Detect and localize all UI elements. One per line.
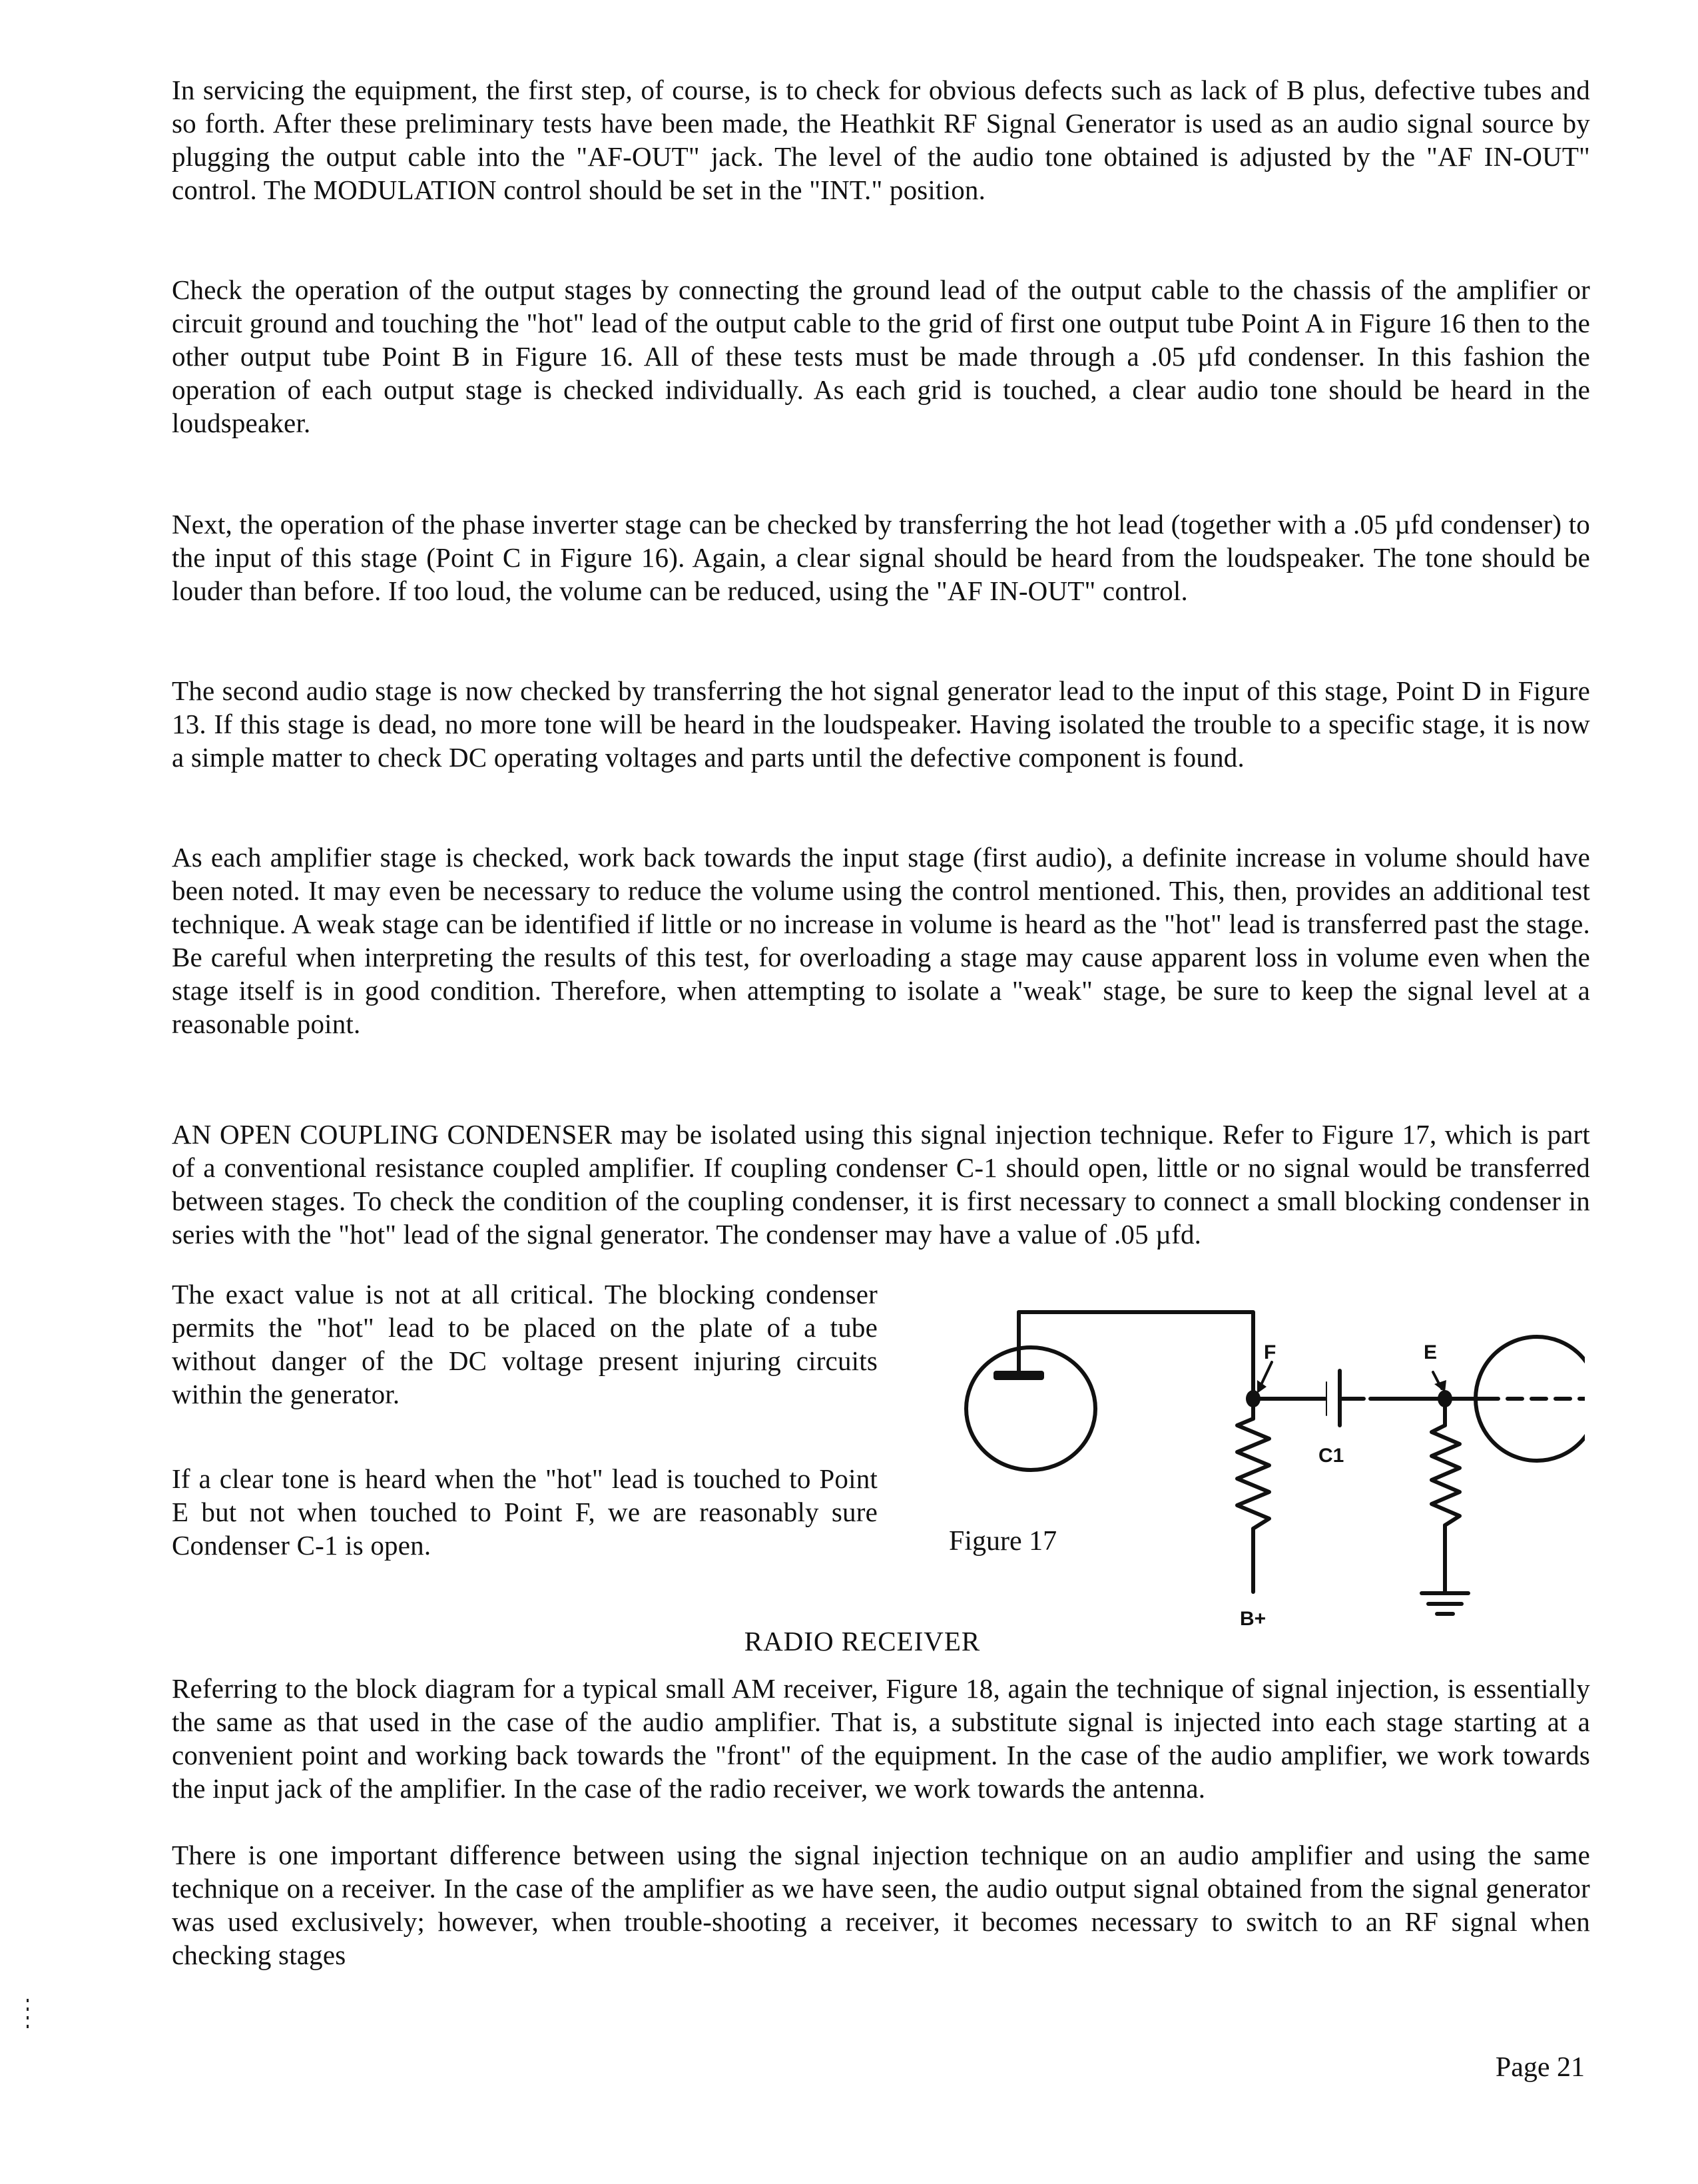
scan-margin-marks bbox=[25, 1995, 29, 2048]
paragraph-clear-tone-test: If a clear tone is heard when the "hot" lead is touched to Point E but not when touched to Point F, we are reasonably sure Condenser C-1 is open. bbox=[172, 1463, 878, 1561]
node-f-dot bbox=[1246, 1390, 1261, 1407]
plate-resistor bbox=[1237, 1419, 1269, 1529]
schematic-diagram bbox=[919, 1292, 1585, 1638]
label-point-f: F bbox=[1264, 1341, 1276, 1363]
grid-resistor bbox=[1432, 1425, 1460, 1525]
paragraph-output-stage-check: Check the operation of the output stages by connecting the ground lead of the output cable to the chassis of the amplifier or circuit ground and touching the "hot" lead of the output cable to the grid of first one output tube Point A in Figure 16 then to the other output tube Point B in Figure 16. All of these tests must be made through a .05 µfd condenser. In this fashion the operation of each output stage is checked individually. As each grid is touched, a clear audio tone should be heard in the loudspeaker. bbox=[172, 274, 1590, 438]
paragraph-phase-inverter-check: Next, the operation of the phase inverter stage can be checked by transferring the hot lead (together with a .05 µfd condenser) to the input of this stage (Point C in Figure 16). Again, a clear signal should be heard from the loudspeaker. The tone should be louder than before. If too loud, the volume can be reduced, using the "AF IN-OUT" control. bbox=[172, 509, 1590, 606]
node-e-dot bbox=[1438, 1390, 1452, 1407]
paragraph-blocking-condenser: The exact value is not at all critical. The blocking condenser permits the "hot" lead to be placed on the plate of a tube without danger of the DC voltage present injuring circuits within the generator. bbox=[172, 1279, 878, 1409]
section-heading: RADIO RECEIVER bbox=[744, 1626, 981, 1656]
figure-caption: Figure 17 bbox=[949, 1526, 1057, 1557]
paragraph-radio-receiver-block-diagram: Referring to the block diagram for a typical small AM receiver, Figure 18, again the technique of signal injection, is essentially the same as that used in the case of the audio amplifier. That is, a substitute signal is injected into each stage starting at a convenient point and working back towards the "front" of the equipment. In the case of the audio amplifier, we work towards the input jack of the amplifier. In the case of the radio receiver, we work towards the antenna. bbox=[172, 1673, 1590, 1804]
left-tube-envelope bbox=[966, 1347, 1095, 1470]
paragraph-open-coupling-condenser: AN OPEN COUPLING CONDENSER may be isolated using this signal injection technique. Refer to Figure 17, which is part of a conventional resistance coupled amplifier. If coupling condenser C-1 should open, little or no signal would be transferred between stages. To check the condition of the coupling condenser, it is first necessary to connect a small blocking condenser in series with the "hot" lead of the signal generator. The condenser may have a value of .05 µfd. bbox=[172, 1119, 1590, 1250]
paragraph-receiver-difference: There is one important difference between using the signal injection technique on an audio amplifier and using the same technique on a receiver. In the case of the amplifier as we have seen, the audio output signal obtained from the signal generator was used exclusively; however, when trouble-shooting a receiver, it becomes necessary to switch to an RF signal when checking stages bbox=[172, 1840, 1590, 1970]
label-point-e: E bbox=[1424, 1341, 1438, 1363]
label-b-plus: B+ bbox=[1240, 1608, 1267, 1630]
plate-wire bbox=[1019, 1312, 1253, 1399]
arrow-e-head bbox=[1434, 1380, 1446, 1392]
figure-17-schematic bbox=[919, 1292, 1585, 1638]
plate-electrode bbox=[993, 1371, 1044, 1380]
paragraph-servicing-first-step: In servicing the equipment, the first step, of course, is to check for obvious defects such as lack of B plus, defective tubes and so forth. After these preliminary tests have been made, the Heathkit RF Signal Generator is used as an audio signal source by plugging the output cable into the "AF-OUT" jack. The level of the audio tone obtained is adjusted by the "AF IN-OUT" control. The MODULATION control should be set in the "INT." position. bbox=[172, 75, 1590, 205]
page-number: Page 21 bbox=[1495, 2052, 1585, 2083]
paragraph-second-audio-stage: The second audio stage is now checked by transferring the hot signal generator lead to the input of this stage, Point D in Figure 13. If this stage is dead, no more tone will be heard in the loudspeaker. Having isolated the trouble to a specific stage, it is now a simple matter to check DC operating voltages and parts until the defective component is found. bbox=[172, 675, 1590, 773]
paragraph-volume-increase: As each amplifier stage is checked, work back towards the input stage (first audio), a definite increase in volume should have been noted. It may even be necessary to reduce the volume using the control mentioned. This, then, provides an additional test technique. A weak stage can be identified if little or no increase in volume is heard as the "hot" lead is transferred past the stage. Be careful when interpreting the results of this test, for overloading a stage may cause apparent loss in volume even when the stage itself is in good condition. Therefore, when attempting to isolate a "weak" stage, be sure to keep the signal level at a reasonable point. bbox=[172, 842, 1590, 1039]
label-capacitor-c1: C1 bbox=[1318, 1445, 1344, 1467]
